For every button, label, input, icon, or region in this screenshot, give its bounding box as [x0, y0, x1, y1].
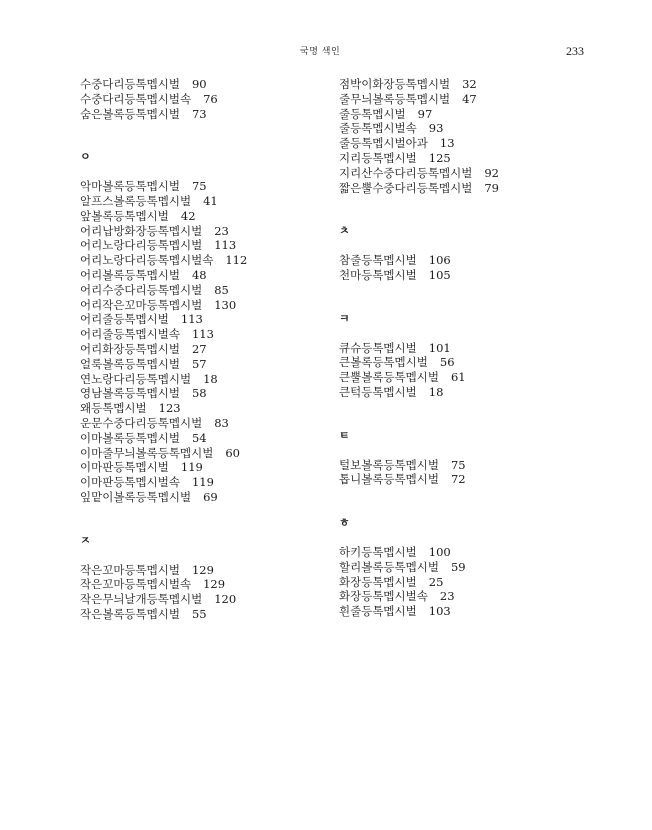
entry-name: 연노랑다리등톡멥시벌: [80, 371, 192, 386]
entry-page-number: 113: [191, 327, 214, 342]
entry-name: 어리수중다리등톡멥시벌: [80, 282, 203, 297]
entry-name: 화장등톡멥시벌: [339, 574, 417, 589]
entry-name: 줄등톡멥시벌: [339, 106, 406, 121]
index-entry: [80, 607, 330, 622]
entry-page-number: 106: [428, 253, 451, 268]
entry-name: 지리등톡멥시벌: [339, 150, 417, 165]
entry-page-number: 47: [462, 91, 477, 106]
index-entry: [339, 472, 589, 487]
entry-name: 영남볼록등톡멥시벌: [80, 386, 180, 401]
index-column-right: [339, 77, 589, 619]
entry-page-number: 119: [191, 475, 214, 490]
entry-name: 작은볼록등톡멥시벌: [80, 606, 180, 621]
index-entry: [339, 253, 589, 268]
entry-page-number: 130: [214, 297, 237, 312]
index-entry: [339, 181, 589, 196]
entry-name: 알프스볼록등톡멥시벌: [80, 193, 192, 208]
entry-name: 어리작은꼬마등톡멥시벌: [80, 297, 203, 312]
index-entry: [80, 357, 330, 372]
index-group: [80, 150, 330, 504]
index-group: [339, 77, 589, 195]
entry-page-number: 58: [191, 386, 207, 401]
index-entry: [80, 592, 330, 607]
entry-page-number: 113: [214, 238, 237, 253]
entry-page-number: 83: [214, 415, 229, 430]
entry-page-number: 23: [214, 223, 229, 238]
index-entry: [80, 298, 330, 313]
index-entry: [80, 577, 330, 592]
entry-name: 큰턱등톡멥시벌: [339, 384, 417, 399]
index-entry: [80, 460, 330, 475]
index-entry: [339, 560, 589, 575]
entry-name: 화장등톡멥시벌속: [339, 589, 428, 604]
entry-name: 줄등톡멥시벌아과: [339, 136, 428, 151]
entry-page-number: 55: [191, 606, 207, 621]
entry-name: 천마등톡멥시벌: [339, 267, 417, 282]
index-entry: [339, 545, 589, 560]
entry-page-number: 32: [462, 77, 477, 91]
entry-name: 참줄등톡멥시벌: [339, 253, 417, 268]
entry-page-number: 18: [428, 384, 444, 399]
entry-name: 얼룩볼록등톡멥시벌: [80, 356, 180, 371]
entry-name: 줄등톡멥시벌속: [339, 121, 417, 136]
index-entry: [339, 604, 589, 619]
index-entry: [80, 372, 330, 387]
entry-page-number: 60: [225, 445, 240, 460]
entry-name: 수중다리등톡멥시벌: [80, 77, 180, 91]
letter-header: ㅈ: [80, 533, 91, 547]
index-group: [339, 224, 589, 282]
entry-page-number: 125: [428, 150, 451, 165]
index-entry: [80, 416, 330, 431]
entry-page-number: 93: [428, 121, 444, 136]
entry-name: 할리볼록등톡멥시벌: [339, 559, 439, 574]
entry-page-number: 69: [203, 489, 218, 504]
index-entry: [339, 92, 589, 107]
index-group: [339, 516, 589, 619]
entry-name: 어리화장등톡멥시벌: [80, 341, 180, 356]
index-entry: [80, 490, 330, 505]
index-entry: [80, 283, 330, 298]
entry-page-number: 123: [158, 401, 181, 416]
entry-page-number: 97: [417, 106, 433, 121]
entry-name: 어리노랑다리등톡멥시벌속: [80, 253, 214, 268]
entry-page-number: 105: [428, 267, 451, 282]
entry-name: 작은꼬마등톡멥시벌속: [80, 577, 192, 592]
entry-name: 잎맡이볼록등톡멥시벌: [80, 489, 192, 504]
index-entry: [80, 342, 330, 357]
letter-header: ㅊ: [339, 224, 350, 238]
entry-name: 지리산수중다리등톡멥시벌: [339, 165, 473, 180]
entry-page-number: 100: [428, 544, 451, 559]
entry-name: 이마판등톡멥시벌속: [80, 475, 180, 490]
index-entry: [339, 341, 589, 356]
entry-name: 짧은뿔수중다리등톡멥시벌: [339, 180, 473, 195]
index-group: [80, 77, 330, 121]
entry-page-number: 103: [428, 604, 451, 619]
entry-name: 큰볼록등톡멥시벌: [339, 355, 428, 370]
entry-page-number: 119: [180, 460, 203, 475]
entry-name: 운문수중다리등톡멥시벌: [80, 415, 203, 430]
index-entry: [80, 253, 330, 268]
entry-page-number: 75: [191, 179, 207, 194]
entry-page-number: 72: [450, 472, 466, 487]
entry-page-number: 92: [484, 165, 499, 180]
index-entry: [339, 121, 589, 136]
entry-name: 하키등톡멥시벌: [339, 544, 417, 559]
entry-name: 숨은볼록등톡멥시벌: [80, 106, 180, 121]
index-entry: [339, 385, 589, 400]
index-entry: [339, 268, 589, 283]
entry-page-number: 48: [191, 267, 207, 282]
entry-name: 작은꼬마등톡멥시벌: [80, 562, 180, 577]
entry-name: 수중다리등톡멥시벌속: [80, 91, 192, 106]
entry-name: 이마줄무늬볼록등톡멥시벌: [80, 445, 214, 460]
index-entry: [80, 238, 330, 253]
index-entry: [80, 401, 330, 416]
index-entry: [80, 268, 330, 283]
index-entry: [339, 458, 589, 473]
index-group: [80, 534, 330, 622]
entry-page-number: 101: [428, 340, 451, 355]
entry-name: 큐슈등톡멥시벌: [339, 340, 417, 355]
index-entry: [80, 386, 330, 401]
entry-page-number: 61: [450, 370, 466, 385]
entry-name: 큰뿔볼록등톡멥시벌: [339, 370, 439, 385]
entry-page-number: 25: [428, 574, 444, 589]
page-number: 233: [566, 44, 584, 58]
index-group: [339, 429, 589, 487]
entry-page-number: 129: [191, 562, 214, 577]
entry-page-number: 73: [191, 106, 207, 121]
entry-name: 어리노랑다리등톡멥시벌: [80, 238, 203, 253]
entry-page-number: 113: [180, 312, 203, 327]
entry-name: 악마볼록등톡멥시벌: [80, 179, 180, 194]
entry-name: 앞볼록등톡멥시벌: [80, 208, 169, 223]
index-entry: [80, 92, 330, 107]
index-entry: [80, 327, 330, 342]
index-entry: [80, 77, 330, 92]
letter-header: ㅌ: [339, 428, 350, 442]
entry-name: 어리줄등톡멥시벌: [80, 312, 169, 327]
entry-name: 이마판등톡멥시벌: [80, 460, 169, 475]
index-entry: [80, 179, 330, 194]
entry-name: 어리납방화장등톡멥시벌: [80, 223, 203, 238]
index-entry: [339, 136, 589, 151]
entry-page-number: 13: [439, 136, 455, 151]
running-title: 국명 색인: [300, 47, 341, 57]
index-entry: [80, 475, 330, 490]
index-entry: [80, 209, 330, 224]
entry-page-number: 41: [203, 193, 218, 208]
entry-page-number: 54: [191, 430, 207, 445]
entry-page-number: 76: [203, 91, 218, 106]
letter-header: ㅎ: [339, 516, 350, 530]
entry-page-number: 129: [203, 577, 226, 592]
entry-page-number: 27: [191, 341, 207, 356]
index-entry: [339, 355, 589, 370]
index-entry: [339, 77, 589, 92]
entry-page-number: 23: [439, 589, 455, 604]
entry-name: 이마볼록등톡멥시벌: [80, 430, 180, 445]
entry-page-number: 42: [180, 208, 196, 223]
entry-name: 톱니볼록등톡멥시벌: [339, 472, 439, 487]
entry-name: 왜등톡멥시벌: [80, 401, 147, 416]
entry-name: 흰줄등톡멥시벌: [339, 604, 417, 619]
index-entry: [80, 563, 330, 578]
index-entry: [339, 370, 589, 385]
entry-name: 작은무늬날개등톡멥시벌: [80, 592, 203, 607]
entry-page-number: 90: [191, 77, 207, 91]
entry-page-number: 56: [439, 355, 455, 370]
index-entry: [80, 224, 330, 239]
index-entry: [80, 107, 330, 122]
entry-page-number: 112: [225, 253, 248, 268]
index-entry: [80, 431, 330, 446]
index-entry: [80, 194, 330, 209]
entry-name: 털보볼록등톡멥시벌: [339, 457, 439, 472]
entry-page-number: 75: [450, 457, 466, 472]
entry-page-number: 85: [214, 282, 229, 297]
index-entry: [339, 107, 589, 122]
index-entry: [339, 589, 589, 604]
index-entry: [80, 312, 330, 327]
index-column-left: [80, 77, 330, 622]
index-entry: [339, 575, 589, 590]
entry-page-number: 59: [450, 559, 466, 574]
entry-page-number: 79: [484, 180, 499, 195]
entry-page-number: 57: [191, 356, 207, 371]
entry-name: 어리줄등톡멥시벌속: [80, 327, 180, 342]
entry-name: 점박이화장등톡멥시벌: [339, 77, 451, 91]
index-group: [339, 312, 589, 400]
entry-name: 줄무늬볼록등톡멥시벌: [339, 91, 451, 106]
entry-page-number: 120: [214, 592, 237, 607]
letter-header: ㅋ: [339, 311, 350, 325]
letter-header: ㅇ: [80, 150, 91, 164]
entry-page-number: 18: [203, 371, 218, 386]
index-entry: [339, 166, 589, 181]
entry-name: 어리볼록등톡멥시벌: [80, 267, 180, 282]
index-entry: [80, 446, 330, 461]
index-entry: [339, 151, 589, 166]
